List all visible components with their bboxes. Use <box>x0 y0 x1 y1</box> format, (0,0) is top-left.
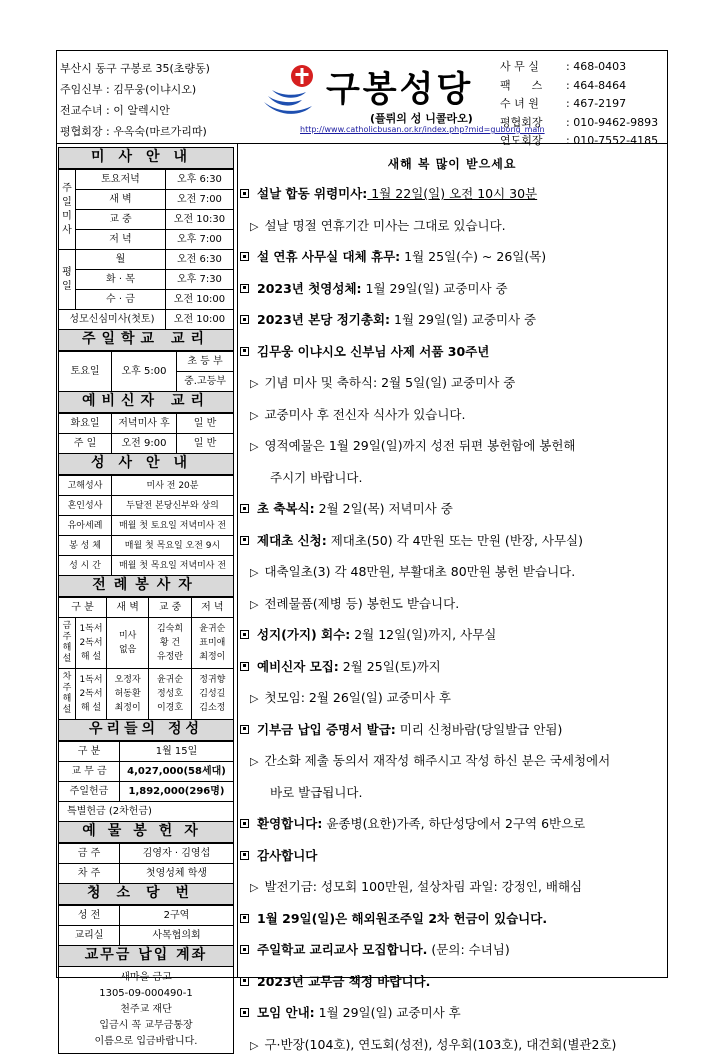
announcement-text: 설날 명절 연휴기간 미사는 그대로 있습니다. <box>264 218 505 233</box>
bullet-square-icon <box>240 504 249 513</box>
sister: 전교수녀 : 이 알렉시안 <box>60 100 210 121</box>
announcement-title: 2023년 본당 정기총회: <box>257 312 390 327</box>
announcement-title: 주일학교 교리교사 모집합니다. <box>257 942 427 957</box>
address: 부산시 동구 구봉로 35(초량동) <box>60 58 210 79</box>
column-divider <box>237 144 238 978</box>
council-president: 평협회장 : 우옥숙(마르가리따) <box>60 121 210 142</box>
announcement-title: 제대초 신청: <box>257 533 327 548</box>
weekday-label: 평 일 <box>59 250 76 310</box>
bullet-square-icon <box>240 1008 249 1017</box>
announcement-title: 감사합니다 <box>257 848 317 863</box>
contact-row: 사 무 실 : 468-0403 <box>500 58 658 77</box>
patron-saint: (플뤼의 성 니콜라오) <box>370 110 473 126</box>
announcement-text: 윤종병(요한)가족, 하단성당에서 2구역 6반으로 <box>322 816 585 831</box>
announcement-title: 1월 29일(일)은 해외원조주일 2차 헌금이 있습니다. <box>257 911 547 926</box>
cleaning-title: 청소당번 <box>58 883 234 905</box>
contact-row: 연도회장 : 010-7552-4185 <box>500 132 658 151</box>
bullet-square-icon <box>240 819 249 828</box>
announcement-text: 1월 29일(일) 교중미사 중 <box>362 281 508 296</box>
offering-title: 우리들의 정성 <box>58 719 234 741</box>
announcement-line <box>240 430 664 462</box>
bullet-triangle-icon: ▷ <box>250 746 258 778</box>
announcement-line <box>240 714 664 746</box>
bullet-square-icon <box>240 252 249 261</box>
announcement-text: 2월 2일(목) 저녁미사 중 <box>315 501 453 516</box>
announcement-line <box>240 997 664 1029</box>
flower-title: 예물봉헌자 <box>58 821 234 843</box>
announcement-line <box>240 525 664 557</box>
bullet-triangle-icon: ▷ <box>250 1030 258 1061</box>
bullet-square-icon <box>240 662 249 671</box>
mass-title: 미사안내 <box>58 147 234 169</box>
main-heading: 새해 복 많이 받으세요 <box>240 150 664 178</box>
announcement-line <box>240 934 664 966</box>
catechumen-title: 예비신자 교리 <box>58 391 234 413</box>
announcement-text: 영적예물은 1월 29일(일)까지 성전 뒤편 봉헌함에 봉헌해 <box>264 438 575 453</box>
announcement-text: 기념 미사 및 축하식: 2월 5일(일) 교중미사 중 <box>264 375 515 390</box>
bullet-triangle-icon: ▷ <box>250 589 258 621</box>
cleaning-table: 성 전 2구역 교리실 사목협의회 <box>58 905 234 946</box>
announcement-text: 구·반장(104호), 연도회(성전), 성우회(103호), 대건회(별관2호) <box>264 1037 616 1052</box>
announcement-line <box>240 178 664 210</box>
announcement-line <box>240 651 664 683</box>
announcement-text: 간소화 제출 동의서 재작성 해주시고 작성 하신 분은 국세청에서 <box>264 753 610 768</box>
announcement-text: 2월 25일(토)까지 <box>339 659 441 674</box>
announcement-line <box>240 556 664 588</box>
announcement-title: 환영합니다: <box>257 816 322 831</box>
header <box>56 50 668 144</box>
announcement-line <box>240 588 664 620</box>
bullet-square-icon <box>240 945 249 954</box>
announcement-line <box>240 273 664 305</box>
contacts <box>500 58 658 151</box>
parish-logo <box>262 62 502 136</box>
announcements <box>240 150 664 1060</box>
pastor: 주임신부 : 김무웅(이냐시오) <box>60 79 210 100</box>
announcement-line <box>240 777 664 809</box>
account-box: 새마을 금고 1305-09-000490-1 천주교 재단 입금시 꼭 교무금통장 이름으로 입금바랍니다. <box>58 967 234 1054</box>
sidebar <box>58 148 234 1054</box>
announcement-line <box>240 966 664 998</box>
announcement-text: 미리 신청바람(당일발급 안됨) <box>396 722 563 737</box>
bullet-triangle-icon: ▷ <box>250 872 258 904</box>
announcement-line <box>240 840 664 872</box>
this-week-label: 금 주 해 설 <box>59 618 76 669</box>
announcement-line <box>240 462 664 494</box>
bullet-square-icon <box>240 977 249 986</box>
announcement-line <box>240 682 664 714</box>
announcement-title: 김무웅 이냐시오 신부님 사제 서품 30주년 <box>257 344 489 359</box>
bullet-square-icon <box>240 189 249 198</box>
announcement-text: 1월 22일(일) 오전 10시 30분 <box>367 186 537 201</box>
mass-table: 주 일 미 사 토요저녁 오후 6:30 새 벽 오전 7:00 교 중 오전 10:30 저 녁 오후 7:00 평 일 월 오전 6:30 화 · 목 오후 7:30 수 · 금 오전 10:00 성모신심미사(첫토) 오전 10:00 <box>58 169 234 330</box>
announcement-title: 2023년 첫영성체: <box>257 281 362 296</box>
bullet-square-icon <box>240 851 249 860</box>
announcement-line <box>240 210 664 242</box>
bullet-square-icon <box>240 630 249 639</box>
announcement-line <box>240 336 664 368</box>
announcement-line <box>240 493 664 525</box>
bullet-triangle-icon: ▷ <box>250 211 258 243</box>
announcement-text: (문의: 수녀님) <box>427 942 509 957</box>
catechumen-table: 화요일 저녁미사 후 일 반 주 일 오전 9:00 일 반 <box>58 413 234 454</box>
announcement-text: 전례물품(제병 등) 봉헌도 받습니다. <box>264 596 459 611</box>
announcement-title: 기부금 납입 증명서 발급: <box>257 722 396 737</box>
announcement-line <box>240 808 664 840</box>
announcement-text: 대축일초(3) 각 48만원, 부활대초 80만원 봉헌 받습니다. <box>264 564 575 579</box>
altar-servers-table: 구 분 새 벽 교 중 저 녁 금 주 해 설 1독서 2독서 해 설 미사 없음 김숙희 황 건 유정란 윤귀순 표미애 최정이 차 주 해 설 1독서 2독서 해 설 오정자 허동환 최정이 윤귀순 정성호 이경호 정귀향 김성길 김소정 <box>58 597 234 720</box>
bullet-triangle-icon: ▷ <box>250 400 258 432</box>
announcement-title: 성지(가지) 회수: <box>257 627 350 642</box>
announcement-line <box>240 871 664 903</box>
announcement-line <box>240 399 664 431</box>
announcement-line <box>240 304 664 336</box>
announcement-title: 초 축복식: <box>257 501 315 516</box>
sunday-school-title: 주일학교 교리 <box>58 329 234 351</box>
contact-row: 팩 스 : 464-8464 <box>500 77 658 96</box>
bullet-square-icon <box>240 536 249 545</box>
bullet-square-icon <box>240 315 249 324</box>
offering-table: 구 분 1월 15일 교 무 금 4,027,000(58세대) 주일헌금 1,892,000(296명) 특별헌금 (2차헌금) <box>58 741 234 822</box>
altar-servers-title: 전례봉사자 <box>58 575 234 597</box>
announcement-text: 바로 발급됩니다. <box>270 785 362 800</box>
announcement-text: 2월 12일(일)까지, 사무실 <box>350 627 496 642</box>
bullet-triangle-icon: ▷ <box>250 683 258 715</box>
bullet-triangle-icon: ▷ <box>250 557 258 589</box>
announcement-text: 발전기금: 성모회 100만원, 설상차림 과일: 강정인, 배해심 <box>264 879 582 894</box>
announcement-title: 2023년 교무금 책정 바랍니다. <box>257 974 430 989</box>
announcement-line <box>240 619 664 651</box>
announcement-text: 1월 25일(수) ~ 26일(목) <box>400 249 546 264</box>
announcement-title: 예비신자 모집: <box>257 659 339 674</box>
parish-info <box>60 58 210 142</box>
announcement-line <box>240 241 664 273</box>
next-week-label: 차 주 해 설 <box>59 669 76 720</box>
sunday-school-table: 토요일 오후 5:00 초 등 부 중.고등부 <box>58 351 234 392</box>
announcement-text: 주시기 바랍니다. <box>270 470 362 485</box>
announcement-title: 설 연휴 사무실 대체 휴무: <box>257 249 400 264</box>
announcement-text: 1월 29일(일) 교중미사 중 <box>390 312 536 327</box>
sacrament-table: 고해성사 미사 전 20분 혼인성사 두달전 본당신부와 상의 유아세례 매월 첫 토요일 저녁미사 전 봉 성 체 매월 첫 목요일 오전 9시 성 시 간 매월 첫 목요일 저녁미사 전 <box>58 475 234 576</box>
bullet-square-icon <box>240 725 249 734</box>
parish-name: 구봉성당 <box>326 62 473 112</box>
announcement-text: 1월 29일(일) 교중미사 후 <box>315 1005 461 1020</box>
account-title: 교무금 납입 계좌 <box>58 945 234 967</box>
announcement-line <box>240 903 664 935</box>
sunday-label: 주 일 미 사 <box>59 170 76 250</box>
announcement-text: 제대초(50) 각 4만원 또는 만원 (반장, 사무실) <box>327 533 583 548</box>
parish-emblem-icon <box>262 62 324 118</box>
website-link[interactable]: http://www.catholicbusan.or.kr/index.php?mid=gubong_main <box>300 125 545 134</box>
bullet-square-icon <box>240 914 249 923</box>
contact-row: 평협회장 : 010-9462-9893 <box>500 114 658 133</box>
flower-table: 금 주 김영자 · 김영섭 차 주 첫영성체 학생 <box>58 843 234 884</box>
announcement-text: 첫모임: 2월 26일(일) 교중미사 후 <box>264 690 451 705</box>
announcement-line <box>240 745 664 777</box>
announcement-line <box>240 367 664 399</box>
bullet-square-icon <box>240 347 249 356</box>
bullet-triangle-icon: ▷ <box>250 368 258 400</box>
contact-row: 수 녀 원 : 467-2197 <box>500 95 658 114</box>
sacrament-title: 성사안내 <box>58 453 234 475</box>
announcement-title: 설날 합동 위령미사: <box>257 186 367 201</box>
bullet-square-icon <box>240 284 249 293</box>
announcement-title: 모임 안내: <box>257 1005 315 1020</box>
announcement-line <box>240 1029 664 1061</box>
announcement-text: 교중미사 후 전신자 식사가 있습니다. <box>264 407 465 422</box>
bullet-triangle-icon: ▷ <box>250 431 258 463</box>
